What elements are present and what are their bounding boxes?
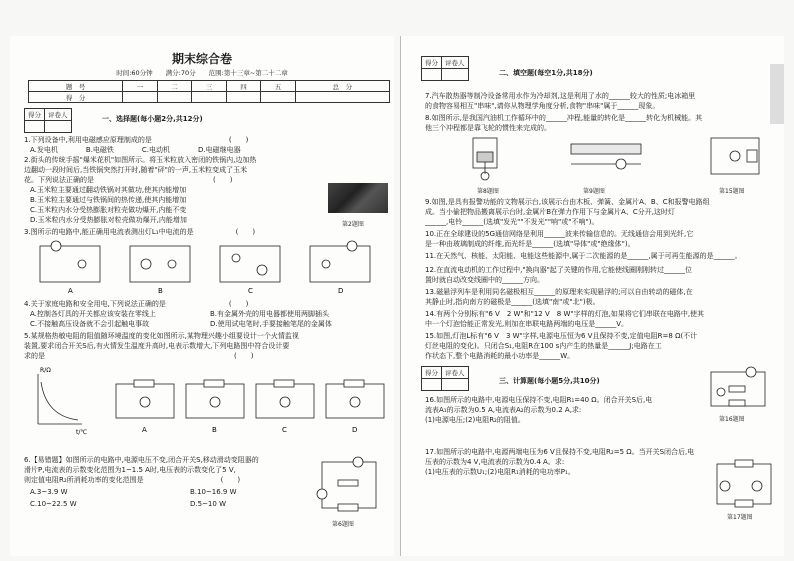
question-6: 滑片P,电流表的示数变化范围为1~1.5 A时,电压表的示数变化了5 V, [24,466,236,474]
figure-caption: 第9题图 [583,188,605,195]
grader-cell [45,121,72,133]
question-15: 灯丝电阻的变化)。只闭合S₁,电阻R在100 s内产生的热量是______J;电路在工 [425,342,662,350]
question-2-option: C.玉米粒内水分受热膨胀对粒壳做功爆开,内能不变 [30,206,187,214]
grader-cell [25,121,45,133]
question-2: 2.街头的传统手摇"爆米花机"如图所示。将玉米粒放入密闭的铁锅内,边加热 [24,156,257,164]
question-2-option: B.玉米粒主要通过与铁锅间的热传递,使其内能增加 [30,196,187,204]
question-10: 是一种由玻璃制成的纤维,而光纤是______(选填"导体"或"绝缘体")。 [425,240,635,248]
question-7: 的食物容易相互"串味",请你从物理学角度分析,食物"串味"属于______现象。 [425,102,660,110]
question-4: 4.关于家庭电路和安全用电,下列说法正确的是 ( ) [24,300,249,308]
question-5: 5.某规格热敏电阻的阻值随环境温度的变化如图所示,某物理兴趣小组要设计一个火情监视 [24,332,299,340]
figure-caption: 第16题图 [719,416,745,423]
grader-box [24,108,72,133]
score-cell: 题 号 [29,81,123,92]
question-15: 作状态下,整个电路消耗的最小功率是______W。 [425,352,575,360]
question-1-options: A.发电机 B.电磁铁 C.电动机 D.电磁继电器 [30,146,241,154]
question-13: 13.磁悬浮列车是利用同名磁极相互______的原理来实现悬浮的;可以自由转动的磁体,在 [425,288,693,296]
question-9: ______,电铃______(选填"发光""不发光""响"或"不响")。 [425,218,599,226]
score-cell [226,92,260,103]
section-heading: 一、选择题(每小题2分,共12分) [102,115,203,123]
question-12: 置时就自动改变线圈中的______方向。 [425,276,544,284]
axis-label: R/Ω [40,367,51,374]
question-2-option: A.玉米粒主要通过翻动铁锅对其做功,使其内能增加 [30,186,187,194]
figure-caption: 第6题图 [332,521,354,528]
question-4-option: B.有金属外壳的用电器都使用两脚插头 [210,310,330,318]
score-cell [295,92,389,103]
question-4-option: D.使用试电笔时,手要接触笔尾的金属体 [210,320,332,328]
question-16: 16.如图所示的电路中,电源电压保持不变,电阻R₁=40 Ω。闭合开关S后,电 [425,396,653,404]
question-16: 流表A₁的示数为0.5 A,电流表A₂的示数为0.2 A,求: [425,406,582,414]
exam-meta: 时间:60分钟 满分:70分 范围:第十三章~第二十二章 [116,69,288,77]
question-1: 1.下列设备中,利用电磁感应原理制成的是 ( ) [24,136,249,144]
grader-cell [442,379,469,391]
question-4-option: C.不接触高压设备就不会引起触电事故 [30,320,150,328]
question-6-option: D.5~10 W [190,500,226,508]
figure-caption: 第17题图 [727,514,753,521]
exam-title: 期末综合卷 [171,52,232,66]
grader-label: 得分 [422,57,442,69]
question-2: 边翻动一段时间后,当铁锅突然打开时,随着"砰"的一声,玉米粒变成了玉米 [24,166,248,174]
score-cell: 三 [192,81,226,92]
figure-caption: 第8题图 [477,188,499,195]
question-17: (1)电压表的示数U₁;(2)电阻R₁消耗的电功率P₁。 [425,468,575,476]
left-page [10,36,394,556]
score-cell: 二 [157,81,191,92]
question-17: 17.如图所示的电路中,电源两端电压为6 V且保持不变,电阻R₂=5 Ω。当开关S闭合后,电 [425,448,695,456]
question-10: 10.正在全球建设的5G通信网络是利用______波来传输信息的。无线通信会用到光纤,它 [425,230,694,238]
axis-label: t/℃ [76,429,88,436]
score-value-row [29,92,390,103]
grader-label: 得分 [25,109,45,121]
question-11: 11.在天然气、核能、太阳能、电能这些能源中,属于二次能源的是______,属于可再生能源的是______。 [425,252,742,260]
question-6-circuit [316,454,384,516]
score-cell: 四 [226,81,260,92]
question-5-figures [28,364,390,438]
question-4-option: A.控制各灯具的开关都应该安装在零线上 [30,310,156,318]
question-13: 其静止时,指向南方的磁极是______(选填"南"或"北")极。 [425,298,600,306]
binding-tab [770,64,784,124]
grader-label: 得分 [422,367,442,379]
score-cell [192,92,226,103]
question-3: 3.图所示的电路中,能正确用电流表测出灯L₁中电流的是 ( ) [24,228,256,236]
grader-box [421,56,469,81]
question-6-option: B.10~16.9 W [190,488,237,496]
circuit-label: A [68,287,73,295]
question-5: 装置,要求闭合开关S后,有火情发生温度升高时,电表示数增大,下列电路图中符合设计要 [24,342,290,350]
question-6-option: C.10~22.5 W [30,500,77,508]
score-cell [261,92,295,103]
grader-label: 评卷人 [45,109,72,121]
section-heading: 二、填空题(每空1分,共18分) [499,69,593,77]
question-5: 求的是 ( ) [24,352,254,360]
score-header-row [29,81,390,92]
score-cell: 得 分 [29,92,123,103]
question-9: 成。当小偷把物品搬离展示台时,金属片B在弹力作用下与金属片A、C分开,这时灯 [425,208,675,216]
question-7: 7.汽车散热器等制冷设备常用水作为冷却剂,这是利用了水的______较大的性质;电冰箱里 [425,92,696,100]
question-17-circuit [711,456,777,510]
question-6-option: A.3~3.9 W [30,488,68,496]
question-17: 压表的示数为4 V,电流表的示数为0.4 A。求: [425,458,565,466]
question-6: 6.【易错题】如图所示的电路中,电源电压不变,闭合开关S,移动滑动变阻器的 [24,456,259,464]
question-2-option: D.玉米粒内水分受热膨胀对粒壳做功爆开,内能增加 [30,216,187,224]
question-15: 15.如图,灯泡L标有"6 V 3 W"字样,电源电压恒为6 V且保持不变,定值电阻R=8 Ω(不计 [425,332,698,340]
grader-cell [422,69,442,81]
score-cell: 总 分 [295,81,389,92]
right-page [400,36,784,556]
circuit-label: B [158,287,163,295]
grader-label: 评卷人 [442,367,469,379]
question-14: 中一个灯泡恰能正常发光,则加在串联电路两端的电压是______V。 [425,320,629,328]
score-cell: 五 [261,81,295,92]
question-12: 12.在直流电动机的工作过程中,"换向器"起了关键的作用,它能使线圈刚刚转过______位 [425,266,693,274]
grader-cell [422,379,442,391]
figures-8-9-15 [451,134,771,182]
section-heading: 三、计算题(每小题5分,共10分) [499,377,600,385]
popcorn-machine-photo [328,183,388,213]
figure-caption: 第15题图 [719,188,745,195]
question-9: 9.如图,是具有报警功能的文物展示台,该展示台由木板、弹簧、金属片A、B、C和报警电路组 [425,198,710,206]
score-cell [123,92,157,103]
figure-caption: 第2题图 [342,221,364,228]
question-14: 14.有两个分别标有"6 V 2 W"和"12 V 8 W"字样的灯泡,如果将它们串联在电路中,使其 [425,310,705,318]
circuit-label: B [212,426,217,434]
question-3-circuits [30,240,390,296]
score-table [28,80,390,103]
grader-box [421,366,469,391]
question-16-circuit [705,366,771,412]
circuit-label: A [142,426,147,434]
score-cell [157,92,191,103]
circuit-label: D [338,287,344,295]
question-8: 他三个冲程都是靠飞轮的惯性来完成的。 [425,124,551,132]
grader-cell [442,69,469,81]
question-2: 花。下列说法正确的是 ( ) [24,176,233,184]
circuit-label: C [248,287,253,295]
circuit-label: C [282,426,287,434]
grader-label: 评卷人 [442,57,469,69]
question-8: 8.如图所示,是我国汽油机工作循环中的______冲程,能量的转化是______转化为机械能。其 [425,114,703,122]
score-cell: 一 [123,81,157,92]
question-6: 则定值电阻R₂所消耗功率的变化范围是 ( ) [24,476,241,484]
circuit-label: D [352,426,358,434]
question-16: (1)电源电压;(2)电阻R₂的阻值。 [425,416,525,424]
